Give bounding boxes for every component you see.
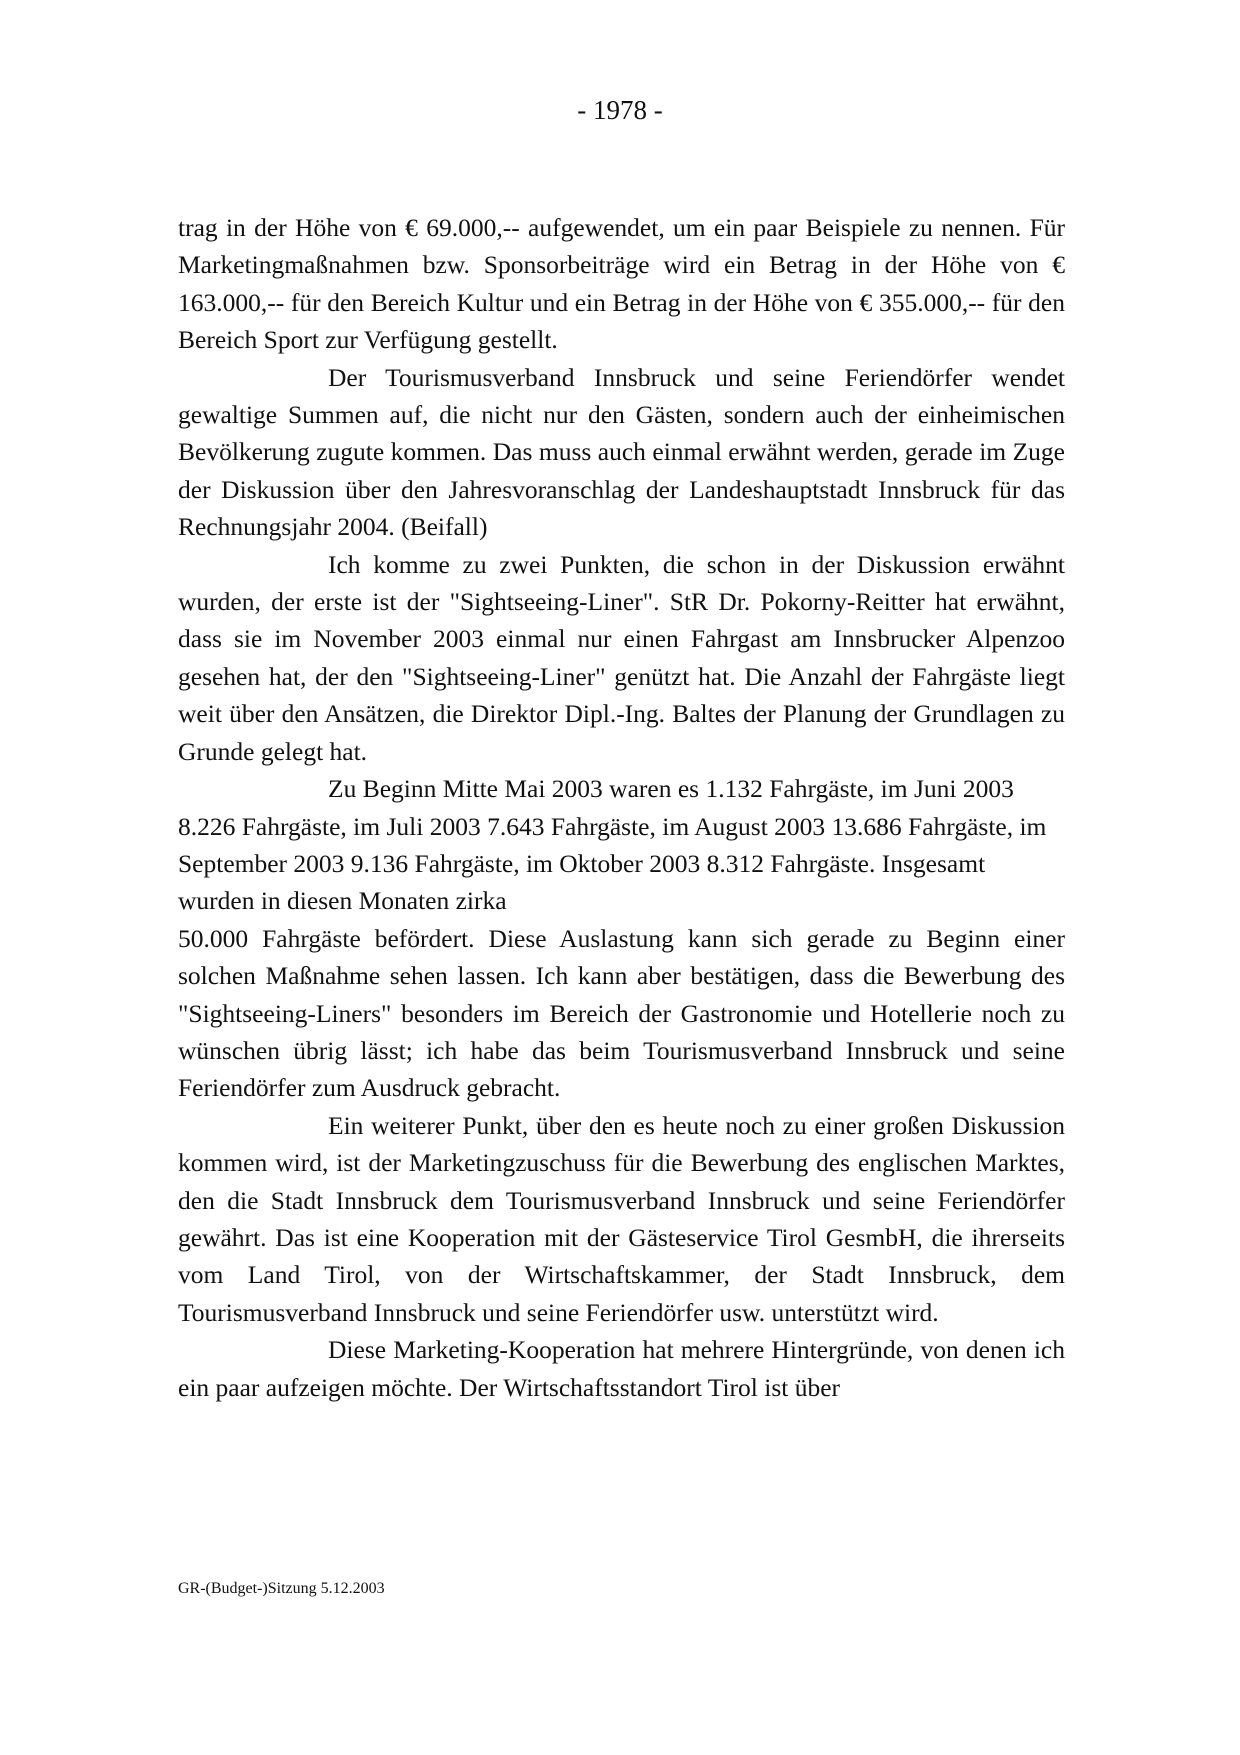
paragraph-utilisation: 50.000 Fahrgäste befördert. Diese Auslastung kann sich gerade zu Beginn einer solchen Maßnahme sehen lassen. Ich kann aber bestätigen, dass die Bewerbung des "Sightseeing-Liners" besonders im Bereich der Gastronomie und Hotellerie noch zu wünschen übrig lässt; ich habe das beim Tourismusverband Innsbruck und seine Feriendörfer zum Ausdruck gebracht. <box>178 923 1065 1103</box>
body-text <box>178 209 1065 1406</box>
paragraph-tourism-spending: Der Tourismusverband Innsbruck und seine Feriendörfer wendet gewaltige Summen auf, die nicht nur den Gästen, sondern auch der einheimischen Bevölkerung zugute kommen. Das muss auch einmal erwähnt werden, gerade im Zuge der Diskussion über den Jahresvoranschlag der Landeshauptstadt Innsbruck für das Rechnungsjahr 2004. (Beifall) <box>178 362 1065 542</box>
paragraph-sightseeing-liner: Ich komme zu zwei Punkten, die schon in der Diskussion erwähnt wurden, der erste ist der "Sightseeing-Liner". StR Dr. Pokorny-Reitter hat erwähnt, dass sie im November 2003 einmal nur einen Fahrgast am Innsbrucker Alpenzoo gesehen hat, der den "Sightseeing-Liner" genützt hat. Die Anzahl der Fahrgäste liegt weit über den Ansätzen, die Direktor Dipl.-Ing. Baltes der Planung der Grundlagen zu Grunde gelegt hat. <box>178 549 1065 766</box>
page-number: - 1978 - <box>577 95 663 125</box>
paragraph-marketing-subsidy: Ein weiterer Punkt, über den es heute noch zu einer großen Diskussion kommen wird, ist der Marketingzuschuss für die Bewerbung des englischen Marktes, den die Stadt Innsbruck dem Tourismusverband Innsbruck und seine Feriendörfer gewährt. Das ist eine Kooperation mit der Gästeservice Tirol GesmbH, die ihrerseits vom Land Tirol, von der Wirtschaftskammer, der Stadt Innsbruck, dem Tourismusverband Innsbruck und seine Feriendörfer usw. unterstützt wird. <box>178 1110 1065 1327</box>
paragraph-passenger-figures: Zu Beginn Mitte Mai 2003 waren es 1.132 Fahrgäste, im Juni 2003 8.226 Fahrgäste, im Juli 2003 7.643 Fahrgäste, im August 2003 13.686 Fahrgäste, im September 2003 9.136 Fahrgäste, im Oktober 2003 8.312 Fahrgäste. Insgesamt wurden in diesen Monaten zirka <box>178 774 1047 916</box>
paragraph-budget-examples: trag in der Höhe von € 69.000,-- aufgewendet, um ein paar Beispiele zu nennen. Für Marketingmaßnahmen bzw. Sponsorbeiträge wird ein Betrag in der Höhe von € 163.000,-- für den Bereich Kultur und ein Betrag in der Höhe von € 355.000,-- für den Bereich Sport zur Verfügung gestellt. <box>178 213 1065 355</box>
footer-session-label: GR-(Budget-)Sitzung 5.12.2003 <box>178 1580 385 1597</box>
paragraph-marketing-cooperation: Diese Marketing-Kooperation hat mehrere Hintergründe, von denen ich ein paar aufzeigen möchte. Der Wirtschaftsstandort Tirol ist über <box>178 1335 1065 1402</box>
